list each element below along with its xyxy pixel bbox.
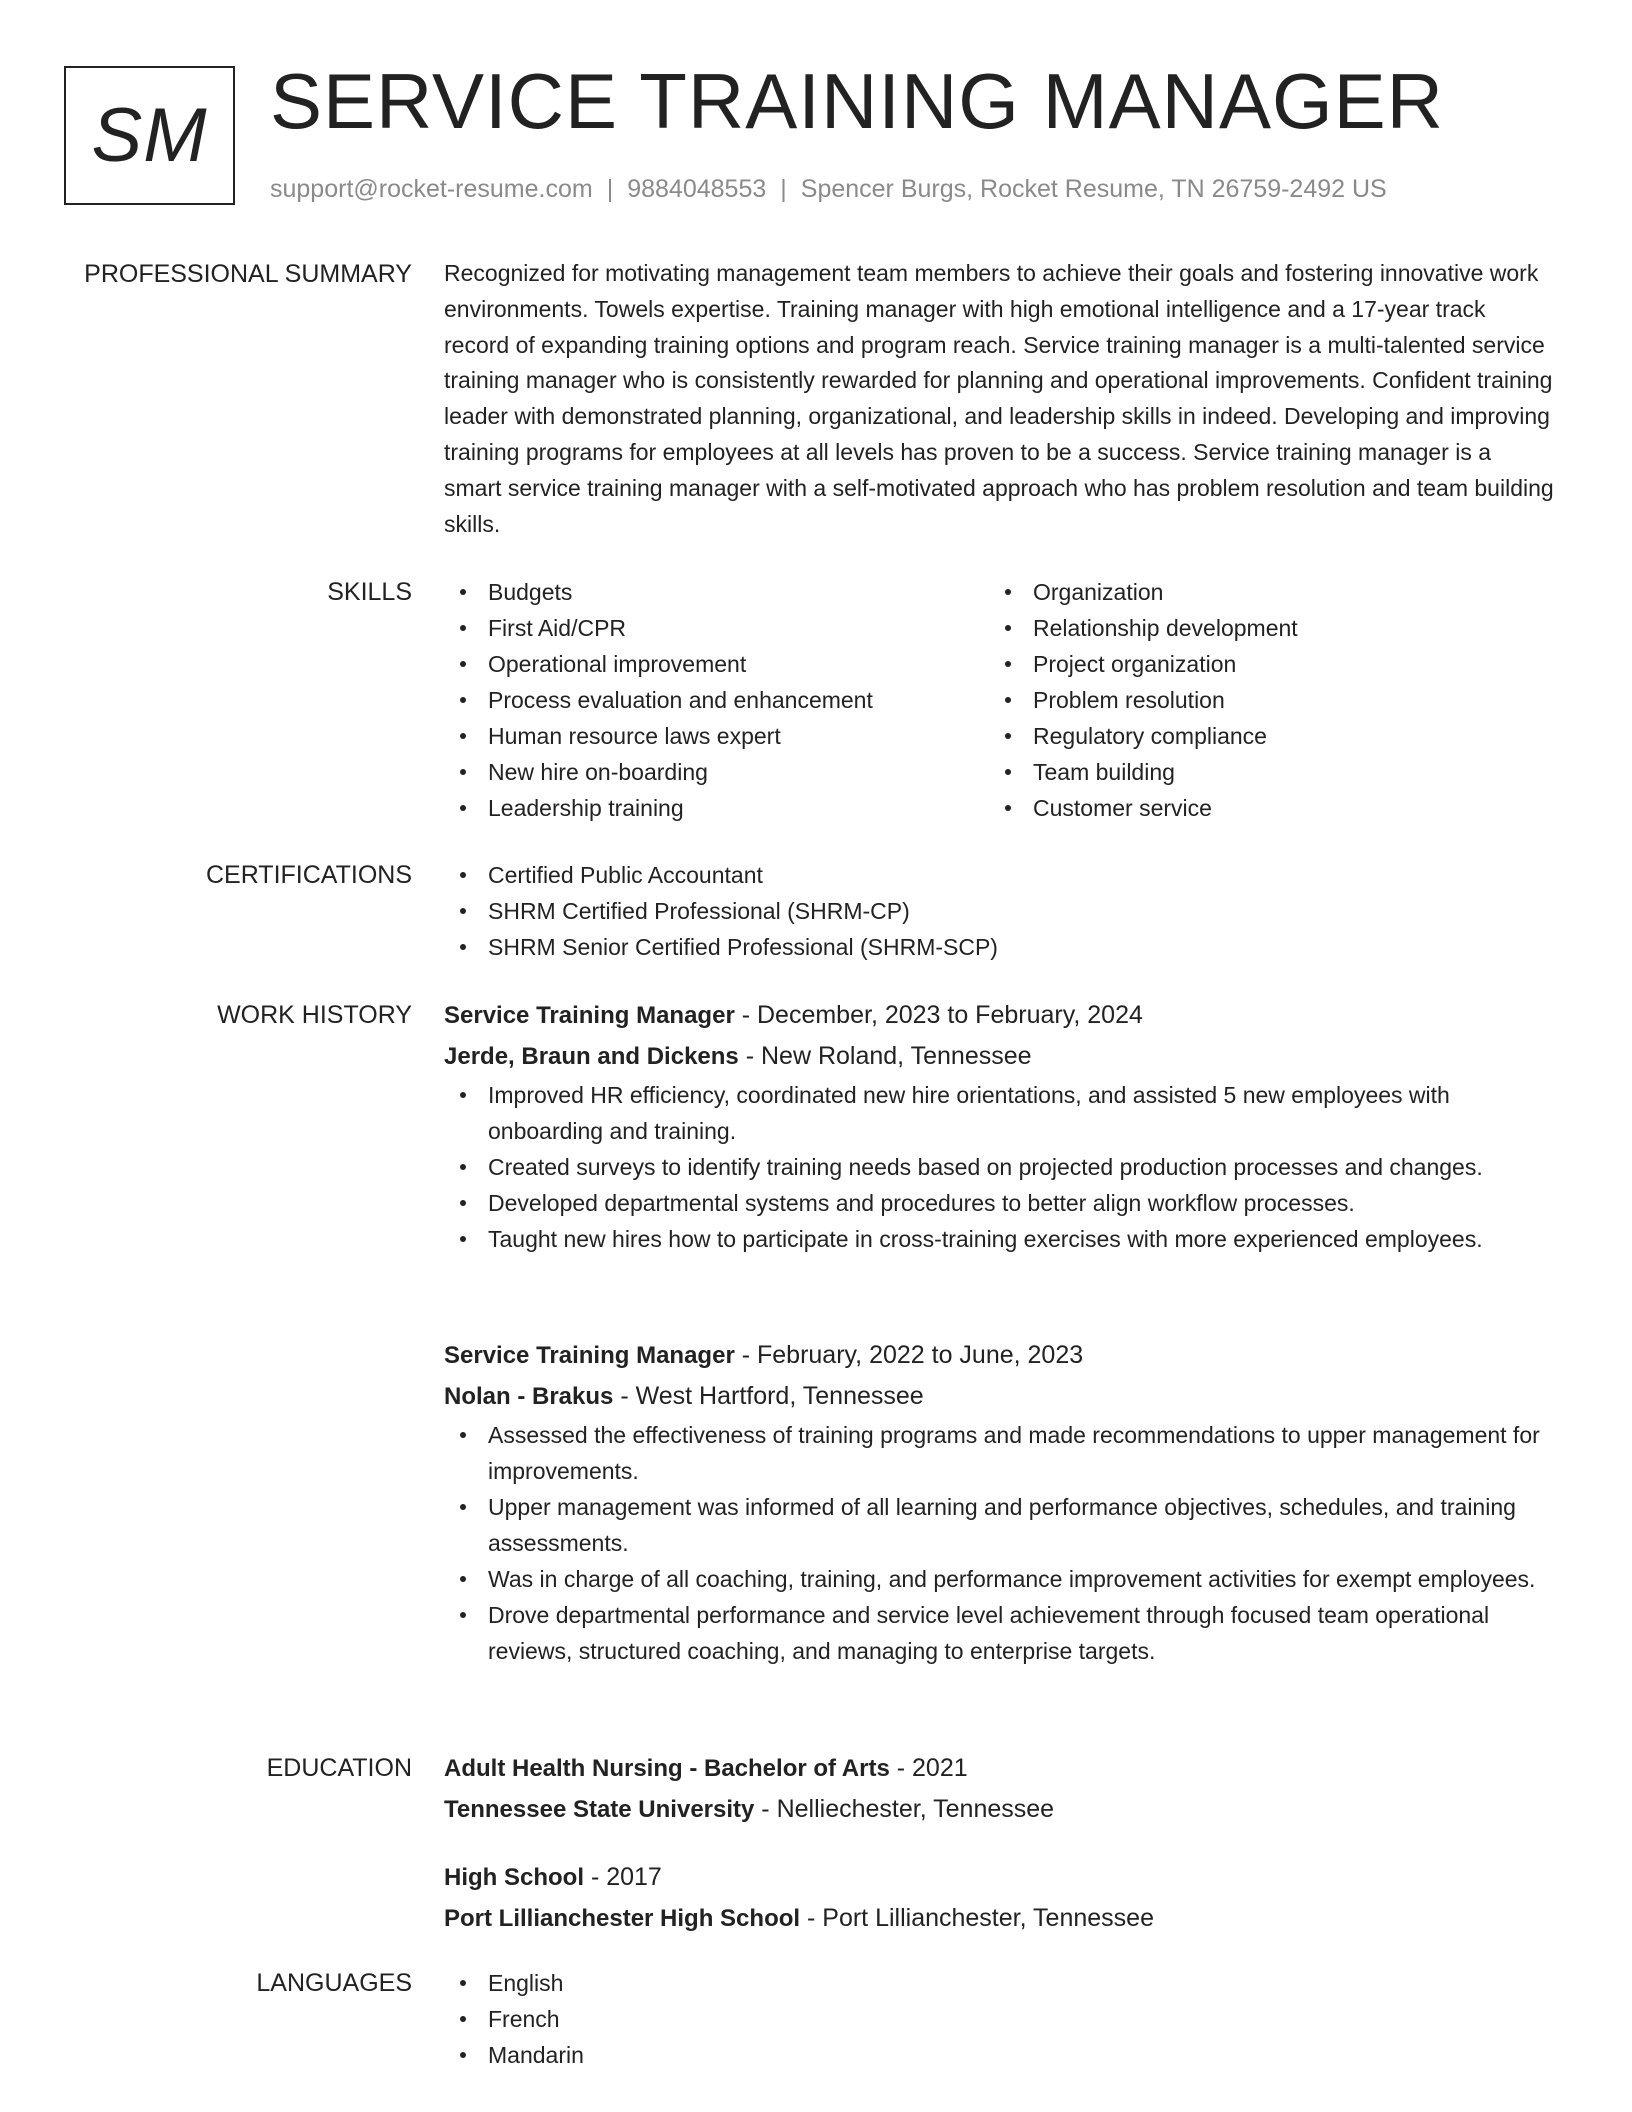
job-bullet: Improved HR efficiency, coordinated new hire orientations, and assisted 5 new employees with onboarding and training. bbox=[444, 1077, 1554, 1149]
skill-item: Relationship development bbox=[989, 610, 1534, 646]
education-school: Port Lillianchester High School bbox=[444, 1905, 801, 1932]
contact-separator: | bbox=[606, 175, 614, 203]
skill-item: Project organization bbox=[989, 646, 1534, 682]
job-bullet: Created surveys to identify training needs based on projected production processes and changes. bbox=[444, 1149, 1554, 1185]
education-location: - Nelliechester, Tennessee bbox=[754, 1795, 1055, 1823]
skill-item: Process evaluation and enhancement bbox=[444, 682, 989, 718]
skill-item: Leadership training bbox=[444, 790, 989, 826]
section-label-skills: SKILLS bbox=[327, 578, 412, 606]
skill-item: Human resource laws expert bbox=[444, 718, 989, 754]
job-bullet: Drove departmental performance and service level achievement through focused team operational reviews, structured coaching, and managing to enterprise targets. bbox=[444, 1597, 1554, 1669]
job-entry bbox=[444, 1335, 1554, 1669]
education-year: - 2017 bbox=[584, 1863, 662, 1891]
education-degree: Adult Health Nursing - Bachelor of Arts bbox=[444, 1755, 890, 1782]
education-degree-line bbox=[444, 1857, 1554, 1898]
skills-list-right bbox=[989, 574, 1534, 826]
skill-item: First Aid/CPR bbox=[444, 610, 989, 646]
skill-item: Customer service bbox=[989, 790, 1534, 826]
skill-item: Team building bbox=[989, 754, 1534, 790]
skill-item: Organization bbox=[989, 574, 1534, 610]
language-item: French bbox=[444, 2001, 1554, 2037]
job-title-line bbox=[444, 995, 1554, 1036]
job-bullet: Developed departmental systems and procedures to better align workflow processes. bbox=[444, 1185, 1554, 1221]
skill-item: Operational improvement bbox=[444, 646, 989, 682]
skill-item: Problem resolution bbox=[989, 682, 1534, 718]
education-entry bbox=[444, 1857, 1554, 1939]
page-title: SERVICE TRAINING MANAGER bbox=[270, 57, 1445, 145]
job-location: - West Hartford, Tennessee bbox=[613, 1382, 924, 1410]
skills-list-left bbox=[444, 574, 989, 826]
job-bullet: Taught new hires how to participate in cross-training exercises with more experienced employees. bbox=[444, 1221, 1554, 1257]
skill-item: New hire on-boarding bbox=[444, 754, 989, 790]
skill-item: Regulatory compliance bbox=[989, 718, 1534, 754]
language-item: Mandarin bbox=[444, 2037, 1554, 2073]
job-entry bbox=[444, 995, 1554, 1257]
job-bullet: Upper management was informed of all learning and performance objectives, schedules, and training assessments. bbox=[444, 1489, 1554, 1561]
contact-email: support@rocket-resume.com bbox=[270, 175, 593, 203]
job-title: Service Training Manager bbox=[444, 1342, 735, 1369]
contact-address: Spencer Burgs, Rocket Resume, TN 26759-2492 US bbox=[800, 175, 1387, 203]
skill-item: Budgets bbox=[444, 574, 989, 610]
section-label-languages: LANGUAGES bbox=[256, 1969, 412, 1997]
education-year: - 2021 bbox=[889, 1754, 968, 1782]
job-bullet: Assessed the effectiveness of training programs and made recommendations to upper management for improvements. bbox=[444, 1417, 1554, 1489]
summary-text: Recognized for motivating management team members to achieve their goals and fostering innovative work environments. Towels expertise. Training manager with high emotional intelligence and a 17-year track record of expanding training options and program reach. Service training manager is a multi-talented service training manager who is consistently rewarded for planning and operational improvements. Confident training leader with demonstrated planning, organizational, and leadership skills in indeed. Developing and improving training programs for employees at all levels has proven to be a success. Service training manager is a smart service training manager with a self-motivated approach who has problem resolution and team building skills. bbox=[444, 260, 1554, 537]
education-school-line bbox=[444, 1898, 1554, 1939]
section-label-education: EDUCATION bbox=[266, 1754, 412, 1782]
certification-item: SHRM Certified Professional (SHRM-CP) bbox=[444, 893, 1554, 929]
job-company: Nolan - Brakus bbox=[444, 1383, 614, 1410]
job-bullets bbox=[444, 1417, 1554, 1669]
education-degree-line bbox=[444, 1748, 1554, 1789]
education-school-line bbox=[444, 1789, 1554, 1830]
section-label-certifications: CERTIFICATIONS bbox=[205, 861, 412, 889]
job-bullet: Was in charge of all coaching, training, and performance improvement activities for exempt employees. bbox=[444, 1561, 1554, 1597]
contact-phone: 9884048553 bbox=[627, 175, 767, 203]
education-school: Tennessee State University bbox=[444, 1796, 755, 1823]
job-dates: - December, 2023 to February, 2024 bbox=[734, 1001, 1143, 1029]
languages-list bbox=[444, 1965, 1554, 2073]
certifications-list bbox=[444, 857, 1554, 965]
job-company-line bbox=[444, 1036, 1554, 1077]
certification-item: SHRM Senior Certified Professional (SHRM-SCP) bbox=[444, 929, 1554, 965]
education-location: - Port Lillianchester, Tennessee bbox=[800, 1904, 1154, 1932]
section-label-work-history: WORK HISTORY bbox=[217, 1001, 412, 1029]
education-degree: High School bbox=[444, 1864, 584, 1891]
job-bullets bbox=[444, 1077, 1554, 1257]
language-item: English bbox=[444, 1965, 1554, 2001]
contact-line bbox=[270, 174, 1387, 204]
contact-separator: | bbox=[780, 175, 787, 203]
job-title-line bbox=[444, 1335, 1554, 1376]
section-label-summary: PROFESSIONAL SUMMARY bbox=[84, 260, 412, 288]
job-location: - New Roland, Tennessee bbox=[738, 1042, 1032, 1070]
monogram: SM bbox=[64, 66, 235, 205]
job-title: Service Training Manager bbox=[444, 1002, 735, 1029]
resume-header bbox=[0, 0, 1632, 230]
job-company-line bbox=[444, 1376, 1554, 1417]
education-entry bbox=[444, 1748, 1554, 1830]
job-dates: - February, 2022 to June, 2023 bbox=[734, 1341, 1084, 1369]
certification-item: Certified Public Accountant bbox=[444, 857, 1554, 893]
job-company: Jerde, Braun and Dickens bbox=[444, 1043, 739, 1070]
